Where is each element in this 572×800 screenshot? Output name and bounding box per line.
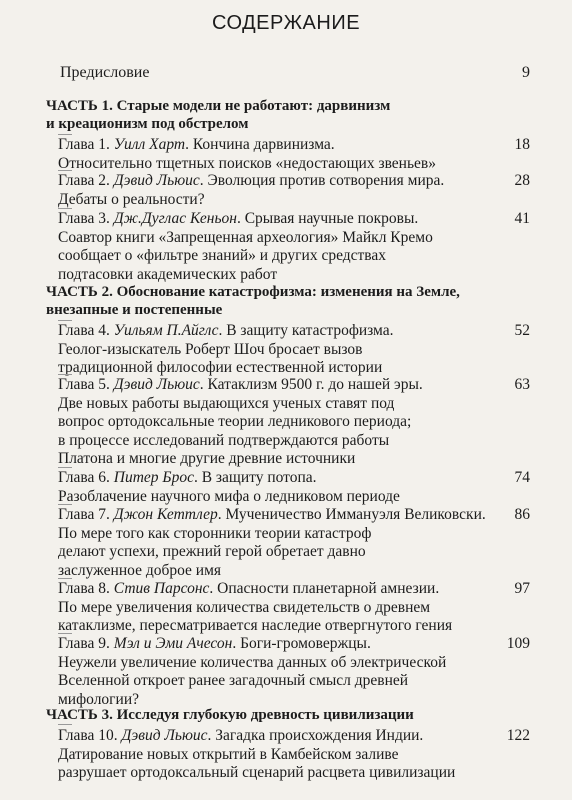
chapter-author: Уилл Харт xyxy=(113,136,186,153)
page-number: 109 xyxy=(506,635,530,652)
chapter-author: Питер Брос xyxy=(113,469,194,486)
chapter-entry: Глава 1. Уилл Харт. Кончина дарвинизма. Относительно тщетных поисков «недостающих звеньев» 18 xyxy=(58,136,530,172)
chapter-title: . Кончина дарвинизма. xyxy=(185,136,335,153)
chapter-entry: Глава 5. Дэвид Льюис. Катаклизм 9500 г. до нашей эры. Две новых работы выдающихся ученых ставят под вопрос ортодоксальные теории ледникового периода; в процессе исследований подтверждаются работы Платона и многие другие древние источники 63 xyxy=(58,376,530,467)
chapter-author: Уильям П.Айглс xyxy=(113,322,219,339)
page-number: 97 xyxy=(514,580,530,597)
chapter-entry: Глава 6. Питер Брос. В защиту потопа. Разоблачение научного мифа о ледниковом периоде 74 xyxy=(58,469,530,505)
chapter-title: . Эволюция против сотворения мира. xyxy=(199,172,445,189)
page-number: 18 xyxy=(514,136,530,153)
chapter-entry: Глава 10. Дэвид Льюис. Загадка происхождения Индии. Датирование новых открытий в Камбейском заливе разрушает ортодоксальный сценарий расцвета цивилизации 122 xyxy=(58,727,530,781)
chapter-title: . Срывая научные покровы. xyxy=(236,210,419,227)
chapter-title: . В защиту катастрофизма. xyxy=(218,322,394,339)
chapter-title: . Боги-громовержцы. xyxy=(232,635,371,652)
chapter-title: . Мученичество Иммануэля Великовски. xyxy=(217,506,486,523)
chapter-author: Мэл и Эми Ачесон xyxy=(113,635,233,652)
page-number: 122 xyxy=(506,727,530,744)
chapter-title: . Катаклизм 9500 г. до нашей эры. xyxy=(199,376,423,393)
chapter-author: Джон Кеттлер xyxy=(113,506,218,523)
page-number: 41 xyxy=(514,210,530,227)
chapter-entry: Глава 2. Дэвид Льюис. Эволюция против сотворения мира. Дебаты о реальности? 28 xyxy=(58,172,530,208)
chapter-author: Дж.Дуглас Кеньон xyxy=(113,210,237,227)
page-number: 28 xyxy=(514,172,530,189)
preface-label: Предисловие xyxy=(60,64,150,81)
divider xyxy=(58,134,72,135)
chapter-title: . Загадка происхождения Индии. xyxy=(207,727,424,744)
chapter-entry: Глава 9. Мэл и Эми Ачесон. Боги-громовержцы. Неужели увеличение количества данных об электрической Вселенной откроет ранее загадочный смысл древней мифологии? 109 xyxy=(58,635,530,708)
page-number: 9 xyxy=(522,64,530,81)
divider xyxy=(58,467,72,468)
divider xyxy=(58,374,72,375)
page-title: СОДЕРЖАНИЕ xyxy=(211,12,361,34)
page-number: 63 xyxy=(514,376,530,393)
chapter-entry: Глава 7. Джон Кеттлер. Мученичество Иммануэля Великовски. По мере того как сторонники теории катастроф делают успехи, прежний герой обретает давно заслуженное доброе имя 86 xyxy=(58,506,530,579)
chapter-entry: Глава 4. Уильям П.Айглс. В защиту катастрофизма. Геолог-изыскатель Роберт Шоч бросает вызов традиционной философии естественной истории 52 xyxy=(58,322,530,376)
chapter-author: Стив Парсонс xyxy=(113,580,210,597)
chapter-entry: Глава 8. Стив Парсонс. Опасности планетарной амнезии. По мере увеличения количества свидетельств о древнем катаклизме, пересматривается наследие отвергнутого гения 97 xyxy=(58,580,530,634)
divider xyxy=(58,504,72,505)
chapter-author: Дэвид Льюис xyxy=(113,376,200,393)
divider xyxy=(58,724,72,725)
page-number: 86 xyxy=(514,506,530,523)
page-number: 74 xyxy=(514,469,530,486)
divider xyxy=(58,170,72,171)
divider xyxy=(58,578,72,579)
page-number: 52 xyxy=(514,322,530,339)
chapter-author: Дэвид Льюис xyxy=(113,172,200,189)
divider xyxy=(58,208,72,209)
divider xyxy=(58,320,72,321)
part-heading: ЧАСТЬ 1. Старые модели не работают: дарвинизм и креационизм под обстрелом xyxy=(46,98,391,132)
chapter-title: . Опасности планетарной амнезии. xyxy=(209,580,440,597)
chapter-entry: Глава 3. Дж.Дуглас Кеньон. Срывая научные покровы. Соавтор книги «Запрещенная археология» Майкл Кремо сообщает о «фильтре знаний» и других средствах подтасовки академических работ 41 xyxy=(58,210,530,283)
part-heading: ЧАСТЬ 2. Обоснование катастрофизма: изменения на Земле, внезапные и постепенные xyxy=(46,284,460,318)
chapter-title: . В защиту потопа. xyxy=(193,469,317,486)
part-heading: ЧАСТЬ 3. Исследуя глубокую древность цивилизации xyxy=(46,707,414,723)
divider xyxy=(58,633,72,634)
preface-entry xyxy=(60,64,530,82)
chapter-author: Дэвид Льюис xyxy=(121,727,208,744)
